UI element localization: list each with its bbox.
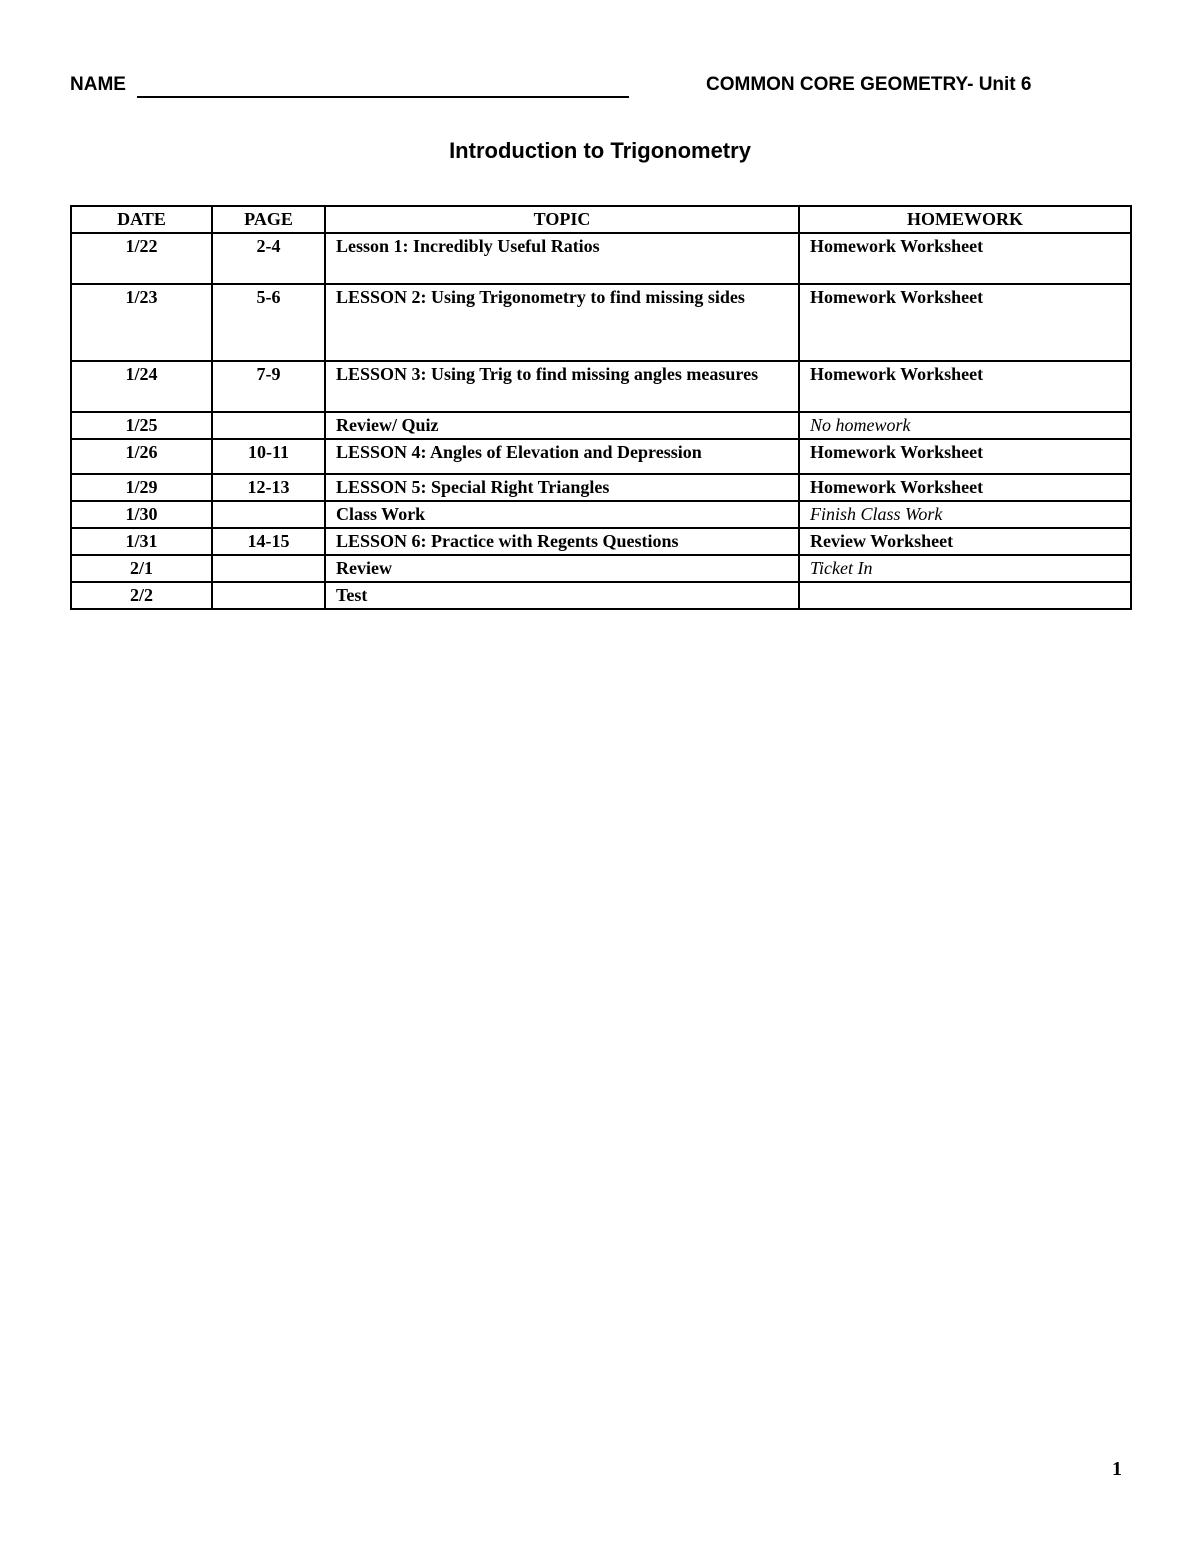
column-header-page: PAGE	[212, 206, 325, 233]
table-row	[71, 439, 1131, 474]
name-blank-line	[137, 96, 629, 98]
page-cell: 7-9	[212, 361, 325, 412]
page-cell: 14-15	[212, 528, 325, 555]
table-header-row	[71, 206, 1131, 233]
page-cell	[212, 582, 325, 609]
date-cell: 1/26	[71, 439, 212, 474]
topic-cell: Review/ Quiz	[325, 412, 799, 439]
table-row	[71, 474, 1131, 501]
homework-cell	[799, 582, 1131, 609]
table-row	[71, 555, 1131, 582]
table-row	[71, 284, 1131, 361]
date-cell: 1/30	[71, 501, 212, 528]
date-cell: 1/31	[71, 528, 212, 555]
topic-cell: LESSON 5: Special Right Triangles	[325, 474, 799, 501]
topic-cell: LESSON 3: Using Trig to find missing angles measures	[325, 361, 799, 412]
table-row	[71, 412, 1131, 439]
topic-cell: LESSON 4: Angles of Elevation and Depression	[325, 439, 799, 474]
page-cell: 12-13	[212, 474, 325, 501]
table-row	[71, 501, 1131, 528]
schedule-table	[70, 205, 1132, 610]
column-header-topic: TOPIC	[325, 206, 799, 233]
document-title: Introduction to Trigonometry	[449, 138, 751, 163]
table-row	[71, 233, 1131, 284]
date-cell: 1/29	[71, 474, 212, 501]
homework-cell: Review Worksheet	[799, 528, 1131, 555]
column-header-date: DATE	[71, 206, 212, 233]
page-cell	[212, 555, 325, 582]
page-cell: 5-6	[212, 284, 325, 361]
date-cell: 1/25	[71, 412, 212, 439]
page-header	[70, 72, 1130, 102]
homework-cell: No homework	[799, 412, 1131, 439]
column-header-homework: HOMEWORK	[799, 206, 1131, 233]
date-cell: 2/2	[71, 582, 212, 609]
homework-cell: Homework Worksheet	[799, 474, 1131, 501]
homework-cell: Homework Worksheet	[799, 439, 1131, 474]
homework-cell: Homework Worksheet	[799, 361, 1131, 412]
date-cell: 1/22	[71, 233, 212, 284]
page-number: 1	[1112, 1458, 1122, 1480]
homework-cell: Finish Class Work	[799, 501, 1131, 528]
topic-cell: LESSON 2: Using Trigonometry to find missing sides	[325, 284, 799, 361]
homework-cell: Homework Worksheet	[799, 233, 1131, 284]
table-row	[71, 361, 1131, 412]
topic-cell: Review	[325, 555, 799, 582]
page-cell	[212, 501, 325, 528]
homework-cell: Ticket In	[799, 555, 1131, 582]
homework-cell: Homework Worksheet	[799, 284, 1131, 361]
date-cell: 1/23	[71, 284, 212, 361]
topic-cell: Test	[325, 582, 799, 609]
page-cell: 10-11	[212, 439, 325, 474]
date-cell: 1/24	[71, 361, 212, 412]
table-row	[71, 582, 1131, 609]
topic-cell: LESSON 6: Practice with Regents Questions	[325, 528, 799, 555]
name-label: NAME	[70, 74, 126, 95]
topic-cell: Lesson 1: Incredibly Useful Ratios	[325, 233, 799, 284]
date-cell: 2/1	[71, 555, 212, 582]
topic-cell: Class Work	[325, 501, 799, 528]
course-title: COMMON CORE GEOMETRY- Unit 6	[706, 74, 1032, 95]
page-cell	[212, 412, 325, 439]
page-cell: 2-4	[212, 233, 325, 284]
table-row	[71, 528, 1131, 555]
